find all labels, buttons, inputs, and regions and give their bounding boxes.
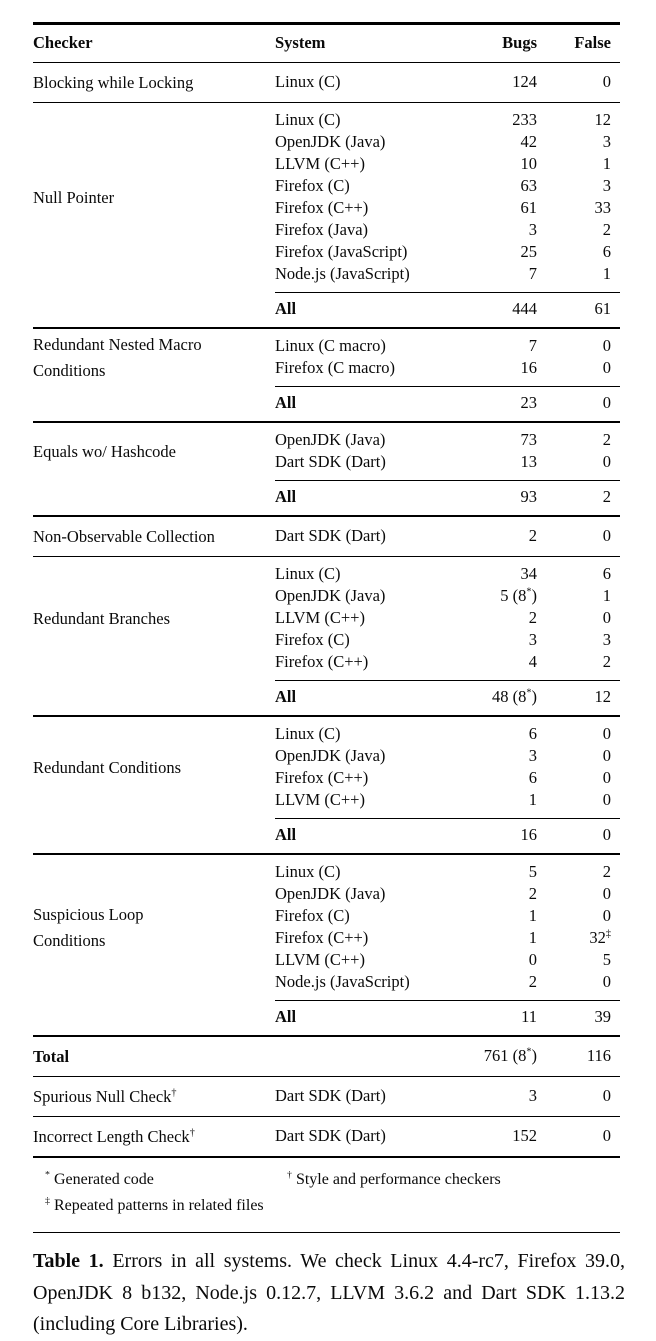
table-row [275,219,620,241]
false-cell: 0 [602,452,611,471]
system-cell: Firefox (C macro) [275,358,396,377]
false-cell: 61 [594,299,611,318]
system-cell: Firefox (C) [275,906,350,925]
false-cell: 33 [594,198,611,217]
bugs-cell: 63 [520,176,537,195]
table-row [275,629,620,651]
false-cell: 2 [602,487,611,506]
footnote-line [45,1167,620,1193]
all-label: All [275,825,297,844]
table-row [275,861,620,883]
system-cell: Linux (C) [275,110,341,129]
checker-cell: Suspicious Loop Conditions [33,904,144,950]
table-row [275,1045,620,1067]
false-cell: 39 [594,1007,611,1026]
false-cell: 5 [602,950,611,969]
table-row [275,197,620,219]
bugs-cell: 3 [528,220,537,239]
false-cell: 6 [602,242,611,261]
table-row [275,651,620,673]
bugs-cell: 10 [520,154,537,173]
false-cell: 0 [602,724,611,743]
system-cell: Firefox (C++) [275,928,369,947]
checker-cell: Redundant Conditions [33,757,182,777]
bugs-cell: 23 [520,393,537,412]
bugs-cell: 1 [528,790,537,809]
table-row [275,451,620,473]
table-section [33,717,620,855]
table-row [275,263,620,285]
bugs-cell: 1 [528,928,537,947]
checker-cell: Equals wo/ Hashcode [33,441,176,461]
table-row [275,607,620,629]
system-cell: OpenJDK (Java) [275,586,386,605]
footnote-text: Style and performance checkers [295,1171,501,1188]
table-section [33,103,620,329]
system-cell: OpenJDK (Java) [275,746,386,765]
system-cell: LLVM (C++) [275,154,365,173]
system-cell: OpenJDK (Java) [275,430,386,449]
bugs-cell: 4 [528,652,537,671]
bugs-cell: 5 (8*) [500,586,537,605]
col-header-false: False [574,33,611,52]
bugs-cell: 2 [528,608,537,627]
table-row [275,71,620,93]
bugs-cell: 233 [512,110,537,129]
checker-cell: Null Pointer [33,187,115,207]
bugs-cell: 3 [528,746,537,765]
bugs-cell: 761 (8*) [483,1046,537,1065]
col-header-checker: Checker [33,33,93,52]
col-header-bugs: Bugs [502,33,537,52]
false-cell: 0 [602,526,611,545]
false-cell: 2 [602,862,611,881]
bugs-cell: 25 [520,242,537,261]
checker-cell: Redundant Branches [33,608,171,628]
table-row [275,745,620,767]
false-cell: 0 [602,972,611,991]
false-cell: 1 [602,154,611,173]
footnote-generated-code [45,1167,283,1193]
false-cell: 3 [602,132,611,151]
system-cell: Node.js (JavaScript) [275,972,410,991]
false-cell: 0 [602,358,611,377]
checker-cell: Blocking while Locking [33,72,194,92]
system-cell: Linux (C macro) [275,336,386,355]
bugs-cell: 48 (8*) [492,687,537,706]
bugs-cell: 124 [512,72,537,91]
bugs-cell: 3 [528,630,537,649]
checker-cell: Spurious Null Check† [33,1086,177,1106]
system-cell: LLVM (C++) [275,790,365,809]
bugs-cell: 6 [528,768,537,787]
table-row [275,153,620,175]
table-row [275,131,620,153]
bugs-cell: 6 [528,724,537,743]
system-cell: Linux (C) [275,862,341,881]
table-row [275,585,620,607]
system-cell: Linux (C) [275,564,341,583]
false-cell: 2 [602,220,611,239]
bugs-cell: 2 [528,526,537,545]
false-cell: 0 [602,336,611,355]
false-cell: 12 [594,687,611,706]
false-cell: 3 [602,176,611,195]
system-cell: Firefox (C) [275,630,350,649]
checker-cell: Incorrect Length Check† [33,1126,195,1146]
false-cell: 1 [602,586,611,605]
table-section [33,329,620,423]
table-row [275,1085,620,1107]
table-section [33,855,620,1037]
bugs-cell: 34 [520,564,537,583]
bugs-cell: 11 [521,1007,537,1026]
table-section [33,1117,620,1158]
double-dagger-marker: ‡ [45,1195,50,1207]
table-row [275,429,620,451]
bugs-cell: 7 [528,264,537,283]
false-cell: 116 [586,1046,611,1065]
all-label: All [275,393,297,412]
bugs-cell: 2 [528,884,537,903]
false-cell: 0 [602,906,611,925]
checker-cell: Redundant Nested Macro Conditions [33,334,202,380]
bugs-cell: 73 [520,430,537,449]
all-row [33,292,620,327]
table-row [275,175,620,197]
false-cell: 0 [602,884,611,903]
all-row [33,818,620,853]
footnote-repeated-patterns [45,1197,264,1214]
bugs-cell: 152 [512,1126,537,1145]
all-label: All [275,487,297,506]
system-cell: Firefox (Java) [275,220,369,239]
false-cell: 3 [602,630,611,649]
table-row [275,563,620,585]
table-header [33,22,620,63]
all-label: All [275,1007,297,1026]
false-cell: 0 [602,790,611,809]
table-section [33,63,620,103]
system-cell: Linux (C) [275,72,341,91]
bugs-cell: 16 [520,825,537,844]
bugs-cell: 7 [528,336,537,355]
bugs-cell: 444 [512,299,537,318]
bugs-cell: 16 [520,358,537,377]
false-cell: 2 [602,430,611,449]
table-caption [33,1246,625,1341]
system-cell: Dart SDK (Dart) [275,452,386,471]
system-cell: Firefox (C++) [275,652,369,671]
bugs-cell: 5 [528,862,537,881]
false-cell: 2 [602,652,611,671]
bugs-cell: 2 [528,972,537,991]
table-row [275,357,620,379]
table-row [275,767,620,789]
system-cell: Dart SDK (Dart) [275,1126,386,1145]
table-row [275,789,620,811]
false-cell: 0 [602,825,611,844]
false-cell: 0 [602,393,611,412]
false-cell: 0 [602,1126,611,1145]
system-cell: Firefox (JavaScript) [275,242,408,261]
false-cell: 6 [602,564,611,583]
all-row [33,680,620,715]
false-cell: 12 [594,110,611,129]
table-section [33,1077,620,1117]
table-row [275,335,620,357]
false-cell: 0 [602,768,611,787]
all-label: All [275,299,297,318]
system-cell: LLVM (C++) [275,608,365,627]
system-cell: Dart SDK (Dart) [275,526,386,545]
table-section [33,423,620,517]
all-row [33,386,620,421]
system-cell: OpenJDK (Java) [275,884,386,903]
footnote-text: Repeated patterns in related files [53,1197,264,1214]
table-row [275,525,620,547]
footnote-line [45,1193,620,1219]
all-row [33,480,620,515]
bugs-cell: 42 [520,132,537,151]
system-cell: Node.js (JavaScript) [275,264,410,283]
dagger-marker: † [287,1169,292,1181]
system-cell: Linux (C) [275,724,341,743]
false-cell: 32‡ [589,928,611,947]
bugs-cell: 1 [528,906,537,925]
col-header-system: System [275,33,326,52]
caption-text: Errors in all systems. We check Linux 4.4-rc7, Firefox 39.0, OpenJDK 8 b132, Node.js 0.12.7, LLVM 3.6.2 and Dart SDK 1.13.2 (including Core Libraries). [33,1250,626,1335]
table-row [275,905,620,927]
table-section [33,557,620,717]
system-cell: Firefox (C) [275,176,350,195]
checker-cell: Non-Observable Collection [33,526,215,546]
system-cell: OpenJDK (Java) [275,132,386,151]
system-cell: Firefox (C++) [275,768,369,787]
caption-label: Table 1. [33,1250,104,1272]
table-row [275,723,620,745]
system-cell: Firefox (C++) [275,198,369,217]
asterisk-marker: * [45,1169,50,1181]
bugs-cell: 0 [528,950,537,969]
table-row [275,927,620,949]
system-cell [275,1045,425,1067]
table-row [275,109,620,131]
system-cell: Dart SDK (Dart) [275,1086,386,1105]
false-cell: 0 [602,746,611,765]
table-sections [33,63,620,1158]
false-cell: 1 [602,264,611,283]
footnote-text: Generated code [53,1171,154,1188]
false-cell: 0 [602,1086,611,1105]
footnote-style-checkers [287,1171,501,1188]
table-row [275,241,620,263]
table-section [33,517,620,557]
table-section [33,1037,620,1077]
false-cell: 0 [602,72,611,91]
table-row [275,1125,620,1147]
all-label: All [275,687,297,706]
system-cell: LLVM (C++) [275,950,365,969]
false-cell: 0 [602,608,611,627]
bugs-cell: 93 [520,487,537,506]
bugs-cell: 13 [520,452,537,471]
checker-cell: Total [33,1046,70,1066]
table-row [275,949,620,971]
all-row [33,1000,620,1035]
bugs-cell: 61 [520,198,537,217]
table-row [275,971,620,993]
table-row [275,883,620,905]
errors-table [33,22,620,1233]
bugs-cell: 3 [528,1086,537,1105]
footnotes [33,1158,620,1233]
